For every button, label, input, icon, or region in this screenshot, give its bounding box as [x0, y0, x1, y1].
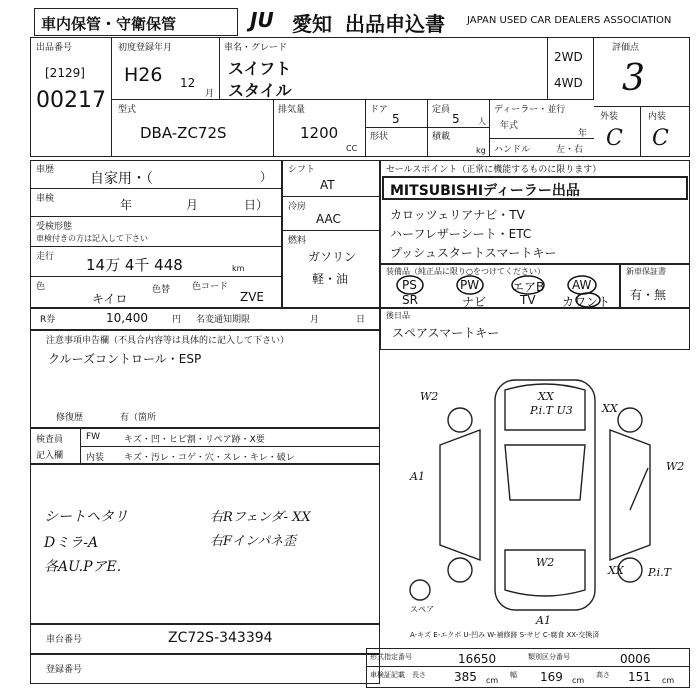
- spec-l-label: 長さ: [412, 671, 426, 679]
- equip-pw: PW: [460, 278, 480, 292]
- spec-l-unit: cm: [486, 676, 499, 685]
- disp-value: 1200: [300, 124, 339, 142]
- doors-label: ドア: [370, 105, 388, 115]
- spec-class-label: 類別区分番号: [528, 653, 570, 661]
- model-label: 型式: [118, 105, 137, 115]
- reg-label: 登録番号: [46, 665, 83, 675]
- notice-month: 月: [310, 315, 320, 325]
- cap-unit: 人: [478, 117, 486, 126]
- mark-a1-left: A1: [410, 470, 425, 483]
- drive-2wd: 2WD: [554, 50, 583, 64]
- right-side: [610, 430, 650, 560]
- notice-day: 日: [356, 315, 366, 325]
- fw-label: FW: [86, 432, 101, 442]
- dealer-year-unit: 年: [578, 129, 588, 139]
- notes-label: 注意事項申告欄（不具合内容等は具体的に記入して下さい）: [46, 336, 290, 346]
- lot-sub: [2129]: [45, 66, 85, 80]
- circle-ps-icon: [397, 276, 423, 294]
- cap-value: 5: [452, 112, 460, 126]
- inspector-label2: 記入欄: [36, 451, 64, 461]
- grade-ext-label: 外装: [600, 112, 619, 122]
- model-value: DBA-ZC72S: [140, 124, 227, 142]
- equip-navi: ナビ: [462, 295, 487, 309]
- ac-value: AAC: [316, 212, 341, 226]
- fuel-label: 燃料: [288, 236, 307, 246]
- circle-pw-icon: [457, 276, 483, 294]
- cap-label: 定員: [432, 105, 451, 115]
- hand-l2: Dミラ-A: [44, 535, 99, 551]
- load-unit: kg: [476, 146, 486, 155]
- equip-airbag: エアB: [512, 280, 545, 294]
- spec-h-label: 高さ: [596, 671, 610, 679]
- shift-label: シフト: [288, 165, 316, 175]
- doors-value: 5: [392, 112, 400, 126]
- mileage-label: 走行: [36, 252, 55, 262]
- mark-xx-top: XX: [538, 390, 554, 403]
- divider-h: [80, 446, 380, 447]
- fuel-gas: ガソリン: [308, 250, 357, 264]
- disp-unit: CC: [346, 144, 358, 153]
- fw-items: キズ・凹・ヒビ割・リペア跡・X要: [124, 435, 265, 445]
- car-name-label: 車名・グレード: [224, 43, 288, 53]
- spec-h-unit: cm: [662, 676, 675, 685]
- spec-l-value: 385: [454, 670, 477, 684]
- tax-label: R券: [40, 315, 56, 325]
- mark-pit-u3: P.i.T U3: [530, 404, 573, 417]
- divider-e: [282, 196, 380, 197]
- int-items: キズ・汚レ・コゲ・穴・スレ・キレ・破レ: [124, 453, 295, 463]
- spec-form-value: 16650: [458, 652, 497, 666]
- handle-label: ハンドル: [494, 145, 531, 155]
- first-reg-year: H26: [124, 64, 163, 86]
- logo: JU: [250, 8, 274, 32]
- inspection-day: 日）: [244, 198, 269, 212]
- lot-label: 出品番号: [36, 43, 73, 53]
- grade-int: C: [652, 126, 669, 151]
- inspector-label1: 検査員: [36, 435, 64, 445]
- dealer-label: ディーラー・並行: [494, 105, 566, 115]
- sales-item-1: カロッツェリアナビ・TV: [390, 208, 525, 222]
- dealer-year-label: 年式: [500, 121, 519, 131]
- mark-w2-bottom: W2: [536, 556, 555, 569]
- grade-int-label: 内装: [648, 112, 667, 122]
- sales-item-3: プッシュスタートスマートキー: [390, 246, 557, 260]
- tax-value: 10,400: [106, 311, 148, 325]
- mark-w2-right: W2: [666, 460, 685, 473]
- divider-c: [30, 246, 282, 247]
- car-roof: [505, 445, 585, 500]
- handle-opts: 左・右: [556, 145, 584, 155]
- equip-ps: PS: [402, 278, 417, 292]
- mark-a1-bottom: A1: [536, 614, 551, 627]
- color-code: ZVE: [240, 290, 265, 304]
- inspection-month: 月: [186, 198, 199, 212]
- ac-label: 冷房: [288, 202, 307, 212]
- grade-ext: C: [606, 126, 623, 151]
- lot-number: 00217: [36, 88, 106, 113]
- tax-unit: 円: [172, 315, 182, 325]
- repair-value: 有（箇所: [120, 413, 157, 423]
- disp-label: 排気量: [278, 105, 306, 115]
- storage-type-box: [34, 8, 238, 36]
- mark-w2-top: W2: [420, 390, 439, 403]
- equip-circles: [380, 264, 620, 308]
- drive-4wd: 4WD: [554, 76, 583, 90]
- first-reg-label: 初度登録年月: [118, 43, 173, 53]
- history-close: ）: [260, 170, 273, 184]
- mileage-value: 14万 4千 448: [86, 256, 183, 274]
- circle-airbag-icon: [512, 276, 544, 294]
- shape-label: 形状: [370, 132, 389, 142]
- circle-counter-icon: [576, 293, 600, 307]
- wheel-fl-icon: [448, 408, 472, 432]
- dealer-divider: [490, 138, 594, 139]
- recycle-label: 受検形態: [36, 222, 73, 232]
- spec-w-value: 169: [540, 670, 563, 684]
- left-side: [440, 430, 480, 560]
- org-name: 愛知: [292, 12, 332, 36]
- storage-type: 車内保管・守衛保管: [41, 15, 177, 33]
- sales-item-0: MITSUBISHIディーラー出品: [390, 183, 580, 199]
- wheel-rl-icon: [448, 558, 472, 582]
- equip-tv: TV: [520, 293, 536, 307]
- mark-pit-bottom: P.i.T: [648, 566, 672, 579]
- rear-value: スペアスマートキー: [392, 326, 500, 340]
- mark-xx-bottom: XX: [608, 564, 624, 577]
- grade-divider: [594, 106, 690, 107]
- equip-label: 装備品（純正品に限り○をつけてください）: [386, 267, 545, 276]
- mark-spare: スペア: [410, 605, 434, 614]
- rear-label: 後日品: [386, 311, 410, 320]
- color-change: 色替: [152, 285, 171, 295]
- car-name-line1: スイフト: [228, 59, 292, 78]
- grade-value: 3: [622, 58, 645, 99]
- spec-w-label: 幅: [510, 671, 517, 679]
- car-name-line2: スタイル: [228, 81, 292, 100]
- grade-label: 評価点: [612, 43, 640, 53]
- repair-label: 修復歴: [56, 413, 84, 423]
- spec-w-unit: cm: [572, 676, 585, 685]
- hand-l1: シートヘタリ: [44, 509, 128, 525]
- history-label: 車歴: [36, 165, 55, 175]
- spec-h-value: 151: [628, 670, 651, 684]
- sales-label: セールスポイント（正常に機能するものに限ります）: [386, 165, 602, 175]
- divider-f: [282, 230, 380, 231]
- warranty-label: 新車保証書: [626, 267, 666, 276]
- hand-r1: 右Rフェンダ- XX: [210, 510, 311, 525]
- chassis-value: ZC72S-343394: [168, 630, 273, 646]
- warranty-value: 有・無: [630, 288, 667, 302]
- int-label: 内装: [86, 453, 105, 463]
- equip-sr: SR: [402, 293, 418, 307]
- notice-label: 名変通知期限: [196, 315, 251, 325]
- damage-legend: A-キズ E-エクボ U-凹み W-補修跡 S-サビ C-腐食 XX-交換済: [410, 631, 600, 639]
- spare-wheel-icon: [410, 580, 430, 600]
- spec-len-label: 車検証記載: [370, 671, 405, 679]
- shift-value: AT: [320, 178, 335, 192]
- spec-form-label: 形式指定番号: [370, 653, 412, 661]
- sales-item-2: ハーフレザーシート・ETC: [390, 227, 532, 241]
- chassis-label: 車台番号: [46, 635, 83, 645]
- equip-counter: カワント: [562, 295, 611, 309]
- load-label: 積載: [432, 132, 451, 142]
- inspection-year: 年: [120, 198, 133, 212]
- mileage-unit: km: [232, 264, 245, 273]
- history-value: 自家用・（: [90, 171, 153, 187]
- fuel-light: 軽・油: [312, 272, 349, 286]
- dent-mark-right: [630, 468, 648, 510]
- equip-aw: AW: [572, 278, 592, 292]
- circle-aw-icon: [568, 276, 596, 294]
- divider-i: [366, 666, 690, 667]
- mark-xx-right: XX: [602, 402, 618, 415]
- first-reg-month: 12: [180, 76, 196, 90]
- reg-block: [30, 654, 380, 684]
- divider-d: [30, 276, 282, 277]
- form-title: 出品申込書: [345, 12, 445, 36]
- wheel-fr-icon: [618, 408, 642, 432]
- color-label: 色: [36, 282, 46, 292]
- notes-text: クルーズコントロール・ESP: [48, 352, 202, 366]
- hand-r2: 右Fインパネ歪: [210, 534, 297, 549]
- color-value: キイロ: [92, 292, 128, 306]
- divider-b: [30, 216, 282, 217]
- inspection-label: 車検: [36, 194, 55, 204]
- spec-class-value: 0006: [620, 652, 651, 666]
- grade-split: [640, 106, 641, 157]
- color-code-label: 色コード: [192, 282, 229, 292]
- first-reg-unit: 月: [205, 89, 215, 99]
- hand-l3: 各AU.PアE.: [44, 559, 122, 575]
- assoc-name: JAPAN USED CAR DEALERS ASSOCIATION: [467, 15, 672, 26]
- recycle-note: 車検付きの方は記入して下さい: [36, 234, 148, 243]
- divider-a: [30, 188, 282, 189]
